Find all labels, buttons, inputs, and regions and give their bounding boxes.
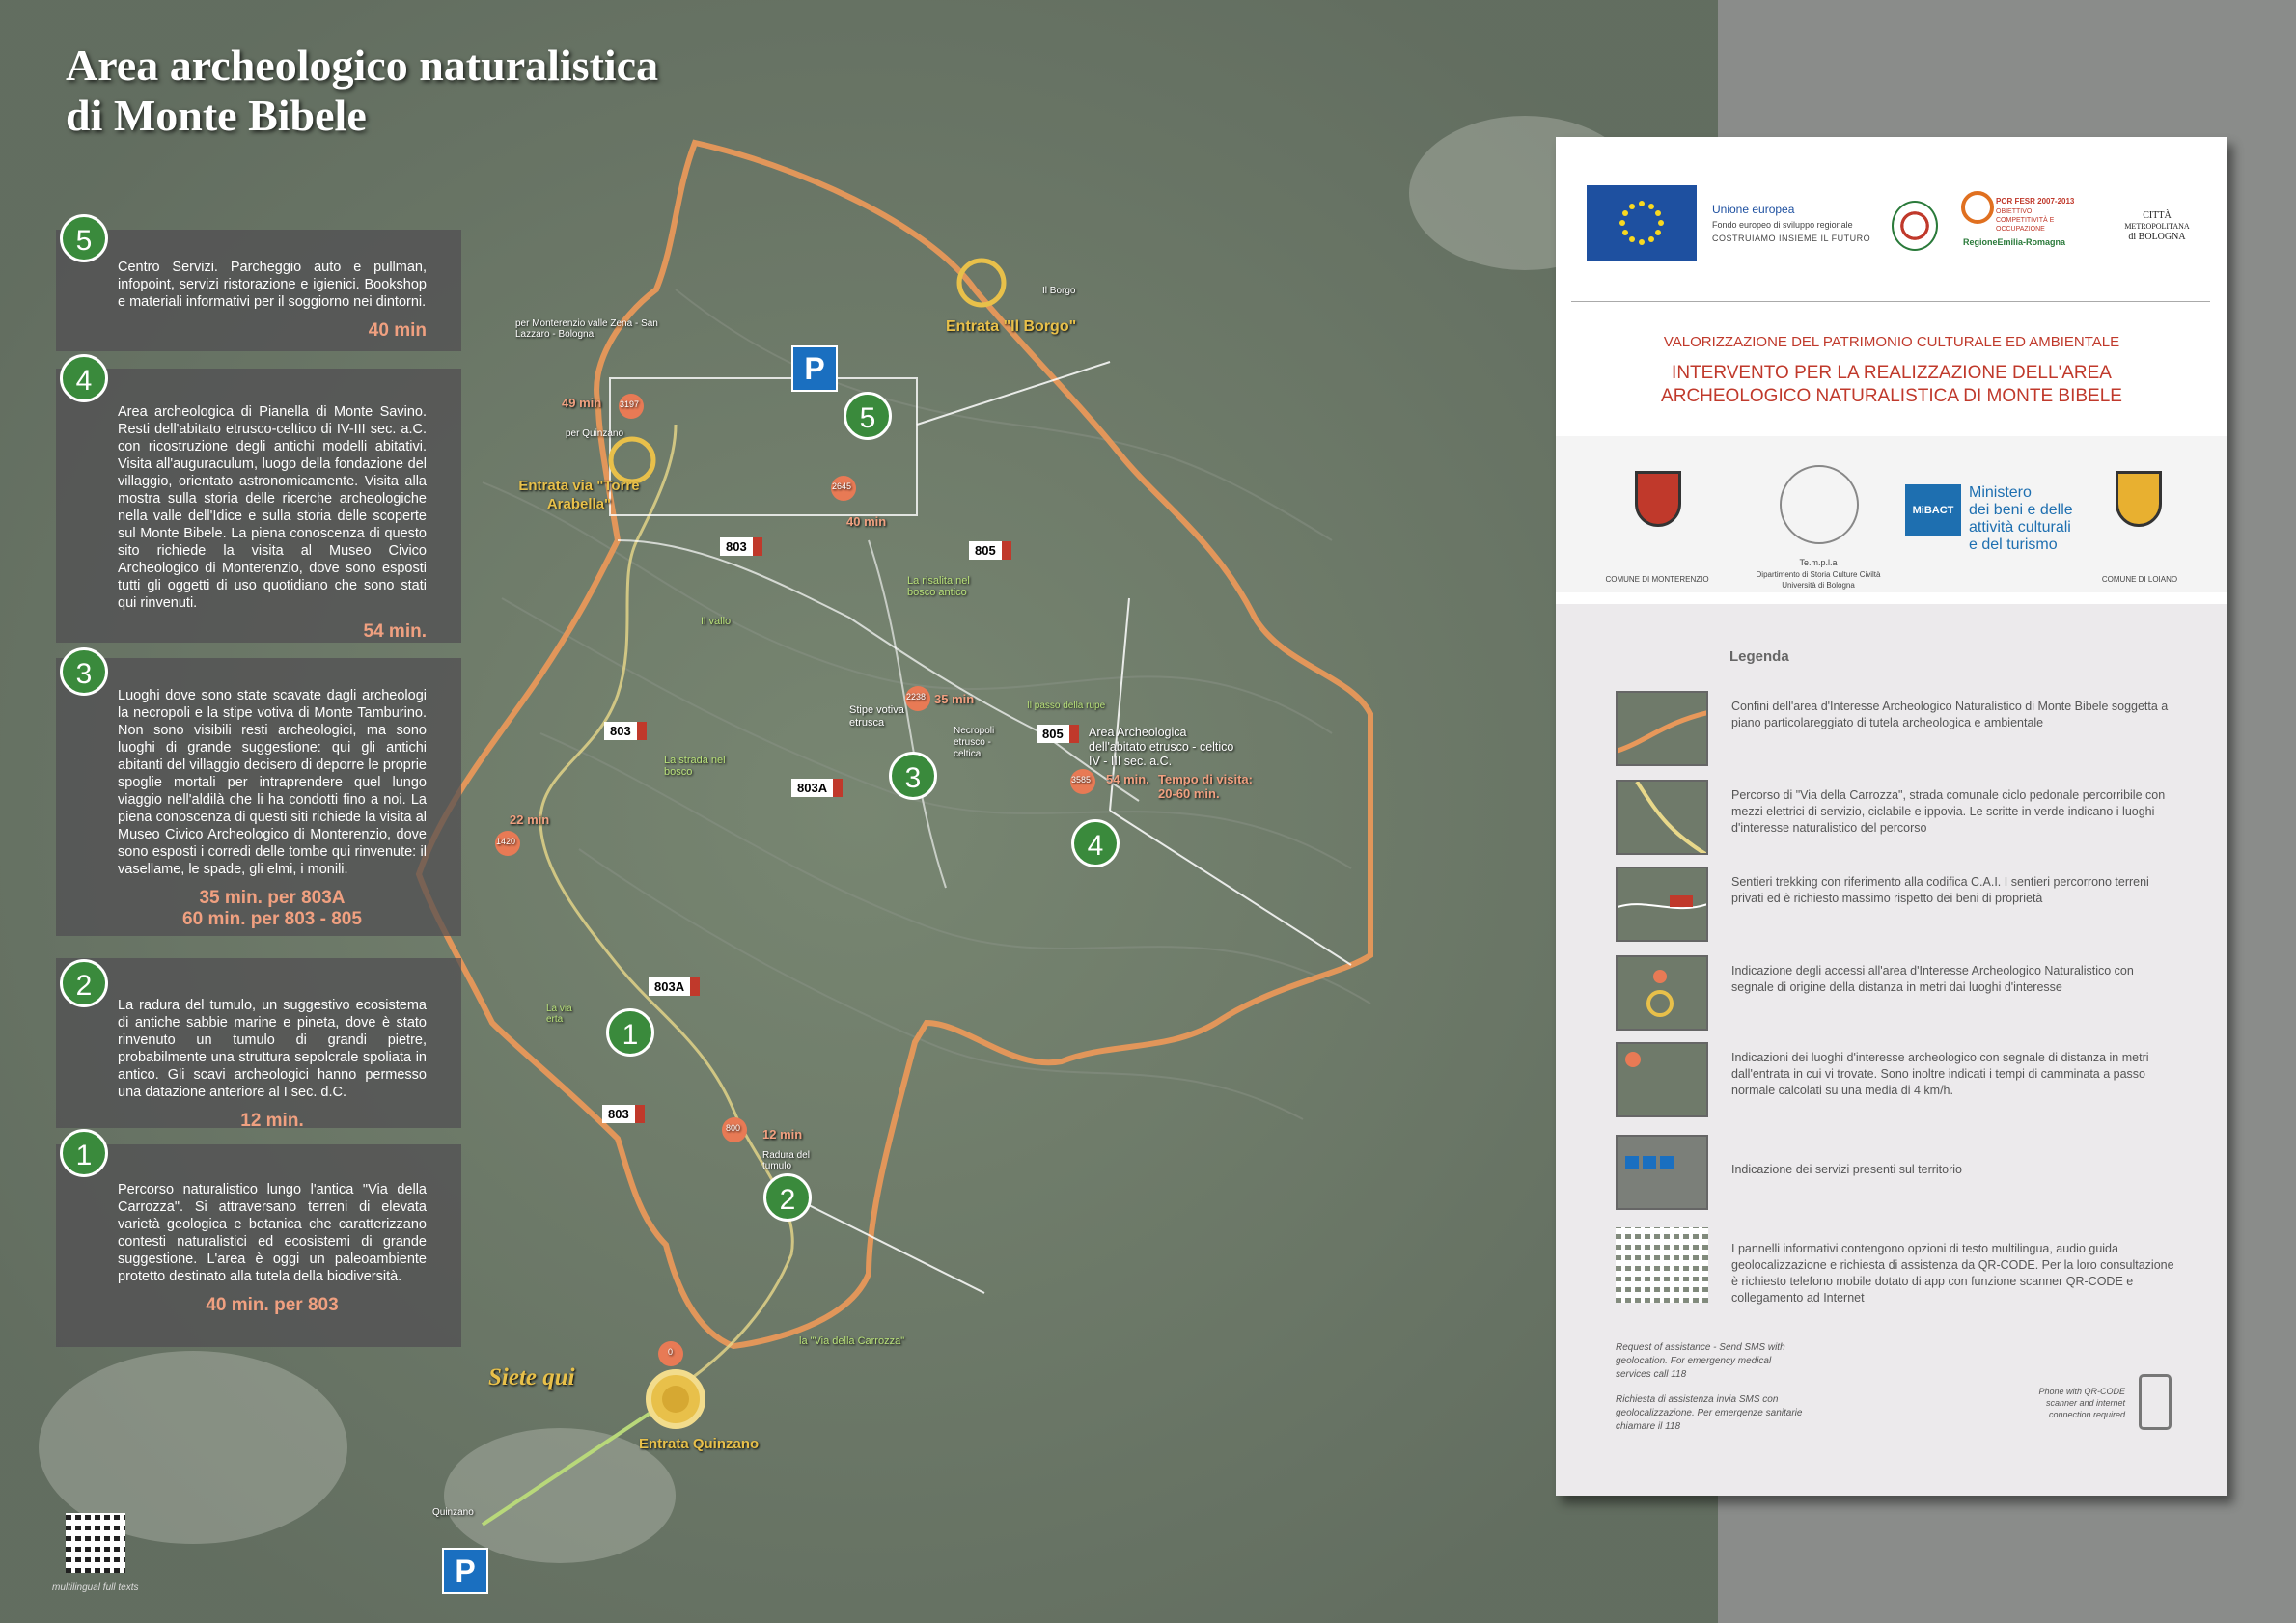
italy-emblem-icon [1892, 201, 1938, 251]
mibact-line1: Ministero [1969, 484, 2032, 501]
site-label-vallo: Il vallo [701, 616, 732, 627]
project-subtitle: VALORIZZAZIONE DEL PATRIMONIO CULTURALE ED AMBIENTALE [1663, 334, 2120, 350]
assist-it: Richiesta di assistenza invia SMS con geolocalizzazione. Per emergenze sanitarie chiamare il 118 [1616, 1394, 1803, 1432]
trail-tag: 805 [969, 541, 1011, 560]
tempia-sub: Dipartimento di Storia Culture Civiltà [1756, 570, 1881, 579]
distance-label: 2645 [832, 481, 852, 491]
time-label: 22 min [510, 812, 550, 827]
badge-2: 2 [60, 959, 108, 1007]
legend-text: Confini dell'area d'Interesse Archeologico Naturalistico di Monte Bibele soggetta a piano particolareggiato di tutela archeologica e ambientale [1731, 700, 2169, 729]
entrance-borgo-label: Entrata "Il Borgo" [946, 318, 1077, 335]
parking-icon-bottom: P [442, 1548, 488, 1594]
site-label-stipe: Stipe votiva etrusca [849, 704, 904, 729]
card-time: 40 min. per 803 [206, 1295, 339, 1315]
university-seal-icon [1780, 465, 1859, 544]
title-line-2: di Monte Bibele [66, 91, 367, 140]
site-label-radura: Radura del tumulo [762, 1150, 810, 1171]
distance-label: 2238 [906, 692, 927, 701]
card-time: 12 min. [240, 1111, 304, 1131]
site-label-via-erta: La via erta [546, 1004, 572, 1025]
card-2 [56, 958, 461, 1131]
card-text: Percorso naturalistico lungo l'antica "Via della Carrozza". Si attraversano terreni di elevata varietà geologica e botanica che caratterizzano contesti naturalistici ed ecosistemi di grande suggestione. L'area è oggi un paleoambiente protetto destinato alla tutela della biodiversità. [118, 1182, 427, 1284]
card-time: 54 min. [363, 621, 427, 642]
loiano-label: COMUNE DI LOIANO [2101, 575, 2178, 584]
distance-label: 3197 [620, 399, 640, 409]
map-title [66, 41, 658, 141]
distance-label: 1420 [496, 837, 516, 846]
badge-1: 1 [60, 1129, 108, 1177]
multilingual-label: multilingual full texts [52, 1582, 139, 1593]
trail-tag: 803 [720, 537, 762, 556]
distance-label: 0 [668, 1347, 674, 1357]
legend-text: Indicazione degli accessi all'area d'Interesse Archeologico Naturalistico con segnale di origine della distanza in metri dai luoghi d'interesse [1731, 964, 2134, 994]
distance-label: 800 [726, 1123, 741, 1133]
site-label-borgo: Il Borgo [1042, 286, 1076, 296]
eu-flag [1587, 185, 1697, 261]
site-label-monterenzio: per Monterenzio valle Zena - San Lazzaro - Bologna [515, 318, 658, 340]
legend-thumb-interest [1616, 1042, 1708, 1117]
card-text: Luoghi dove sono state scavate dagli archeologi la necropoli e la stipe votiva di Monte Tamburino. Non sono visibili resti archeologici, ma sono luoghi di grande suggestione: qui gli antichi abitanti del villaggio decisero di deporre le proprie spoglie mortali per intraprendere quel lungo viaggio nell'aldilà che li ha condotti fino a noi. La piena conoscenza di questi siti richiede la visita al Museo Civico Archeologico di Monterenzio, dove sono esposti i corredi delle tombe qui rinvenute: il vasellame, le spade, gli elmi, i monili. [118, 688, 427, 877]
legend-row-via-carrozza [1616, 780, 2175, 857]
legend-row-interest [1616, 1042, 2175, 1119]
legend-thumb-entrance [1616, 955, 1708, 1031]
site-label-quinzano-town: Quinzano [432, 1507, 474, 1518]
legend-text: Percorso di "Via della Carrozza", strada comunale ciclo pedonale percorribile con mezzi elettrici di servizio, ciclabile e ippovia. Le scritte in verde indicano i luoghi d'interesse naturalistico del percorso [1731, 788, 2166, 835]
tempia-label: Te.m.p.l.a [1799, 558, 1838, 567]
card-time: 40 min [368, 320, 427, 341]
monterenzio-crest-icon [1635, 471, 1681, 527]
citta-line2: METROPOLITANA [2124, 222, 2190, 231]
card-time: 35 min. per 803A [199, 888, 346, 908]
card-1 [56, 1144, 461, 1347]
mibact-line3: attività culturali [1969, 519, 2071, 536]
citta-line1: CITTÀ [2143, 210, 2172, 221]
legend-thumb-trails [1616, 867, 1708, 942]
card-3 [56, 658, 461, 936]
card-text: Area archeologica di Pianella di Monte Savino. Resti dell'abitato etrusco-celtico di IV-III sec. a.C. con ricostruzione degli antichi modelli abitativi. Visita all'auguraculum, luogo della fondazione del villaggio, orientato astronomicamente. Visita alla mostra sulla storia delle ricerche archeologiche nella valle dell'Idice e sulla storia delle scoperte sul Monte Bibele. La piena conoscenza di questo sito richiede la visita al Museo Civico Archeologico di Monterenzio, dove sono esposti tutti gli oggetti di uso quotidiano che sono stati qui rinvenuti. [118, 404, 427, 611]
trail-tag: 803A [649, 977, 700, 996]
mibact-line2: dei beni e delle [1969, 502, 2073, 518]
time-label: 54 min. [1106, 772, 1149, 786]
card-5 [56, 230, 461, 351]
map-badge-1[interactable]: 1 [606, 1008, 654, 1057]
loiano-crest-icon [2116, 471, 2162, 527]
badge-3: 3 [60, 647, 108, 696]
legend-text: Sentieri trekking con riferimento alla codifica C.A.I. I sentieri percorrono terreni privati ed è richiesto massimo rispetto dei beni di proprietà [1731, 875, 2149, 905]
site-label-quinzano-dir: per Quinzano [566, 428, 624, 439]
map-badge-3[interactable]: 3 [889, 752, 937, 800]
divider [1571, 301, 2210, 302]
map-badge-4[interactable]: 4 [1071, 819, 1120, 867]
badge-5: 5 [60, 214, 108, 262]
site-label-area-arch: Area Archeologica dell'abitato etrusco - celtico IV - III sec. a.C. [1089, 726, 1234, 768]
entrance-quinzano-label: Entrata Quinzano [639, 1436, 760, 1452]
citta-line3: di BOLOGNA [2128, 232, 2186, 242]
site-label-risalita: La risalita nel bosco antico [907, 575, 970, 598]
card-time-2: 60 min. per 803 - 805 [182, 909, 362, 929]
legend-text: Indicazioni dei luoghi d'interesse archeologico con segnale di distanza in metri dall'entrata in cui vi trovate. Sono inoltre indicati i tempi di camminata a passo normale calcolati su una media di 4 km/h. [1731, 1051, 2149, 1097]
distance-label: 3585 [1071, 775, 1092, 784]
trail-tag: 805 [1037, 725, 1079, 743]
mibact-abbr: MiBACT [1905, 484, 1961, 536]
siete-qui-label: Siete qui [488, 1364, 575, 1390]
qr-code-map[interactable] [66, 1513, 125, 1573]
legend-row-entrances [1616, 955, 2175, 1032]
tempia-sub2: Università di Bologna [1782, 581, 1855, 590]
project-title-1: INTERVENTO PER LA REALIZZAZIONE DELL'AREA [1672, 363, 2112, 383]
card-4 [56, 369, 461, 643]
legend-text: I pannelli informativi contengono opzioni di testo multilingua, audio guida geolocalizzazione e richiesta di assistenza da QR-CODE. Per la loro consultazione è richiesto telefono mobile dotato di app con funzione scanner QR-CODE e collegamento ad Internet [1731, 1242, 2174, 1305]
site-label-necropoli: Necropoli etrusco - celtica [954, 726, 995, 759]
por-line2: OBIETTIVO COMPETITIVITÀ E OCCUPAZIONE [1996, 208, 2055, 233]
trail-tag: 803 [604, 722, 647, 740]
mibact-line4: e del turismo [1969, 536, 2058, 553]
legend-row-services [1616, 1135, 2175, 1212]
eu-line3: COSTRUIAMO INSIEME IL FUTURO [1712, 234, 1871, 243]
eu-line2: Fondo europeo di sviluppo regionale [1712, 220, 1853, 230]
info-panel [1556, 137, 2227, 1496]
por-line3: RegioneEmilia-Romagna [1963, 237, 2066, 247]
time-label: 35 min [934, 692, 975, 706]
por-logo-icon [1961, 191, 1994, 224]
smartphone-icon [2139, 1374, 2172, 1430]
trail-tag: 803A [791, 779, 843, 797]
legend-row-qr [1616, 1227, 2175, 1305]
site-label-via-carrozza: la "Via della Carrozza" [799, 1335, 905, 1347]
monterenzio-label: COMUNE DI MONTERENZIO [1605, 575, 1709, 584]
eu-stars-icon [1587, 185, 1697, 261]
entrance-torre-label: Entrata via "Torre Arabella" [518, 478, 640, 512]
legend-title: Legenda [1729, 648, 1789, 665]
legend-thumb-boundary [1616, 691, 1708, 766]
map-badge-5[interactable]: 5 [844, 392, 892, 440]
legend-thumb-services [1616, 1135, 1708, 1210]
legend-thumb-carrozza [1616, 780, 1708, 855]
time-label: 49 min [562, 396, 602, 410]
visit-time-label: Tempo di visita: 20-60 min. [1158, 772, 1253, 801]
map-badge-2[interactable]: 2 [763, 1173, 812, 1222]
legend-row-trails [1616, 867, 2175, 944]
site-label-passo-rupe: Il passo della rupe [1027, 701, 1106, 711]
trail-tag: 803 [602, 1105, 645, 1123]
title-line-1: Area archeologico naturalistica [66, 41, 659, 90]
legend-qr-icon[interactable] [1616, 1227, 1708, 1303]
por-line1: POR FESR 2007-2013 [1996, 197, 2075, 206]
project-title-2: ARCHEOLOGICO NATURALISTICA DI MONTE BIBELE [1661, 386, 2122, 406]
time-label: 12 min [762, 1127, 803, 1142]
site-label-strada-bosco: La strada nel bosco [664, 755, 726, 778]
eu-title: Unione europea [1712, 203, 1795, 216]
badge-4: 4 [60, 354, 108, 402]
time-label: 40 min [846, 514, 887, 529]
legend-row-boundary [1616, 691, 2175, 768]
legend-text: Indicazione dei servizi presenti sul territorio [1731, 1163, 1962, 1176]
phone-note: Phone with QR-CODE scanner and internet connection required [2038, 1387, 2125, 1419]
card-text: Centro Servizi. Parcheggio auto e pullman, infopoint, servizi ristorazione e igienici. Bookshop e materiali informativi per il soggiorno nei dintorni. [118, 260, 427, 310]
assist-en: Request of assistance - Send SMS with geolocation. For emergency medical services call 118 [1616, 1342, 1785, 1380]
parking-icon-top: P [791, 345, 838, 392]
card-text: La radura del tumulo, un suggestivo ecosistema di antiche sabbie marine e pineta, dove è stato rinvenuto un tumulo di grandi pietre, probabilmente una struttura sepolcrale spoliata in antico. Gli scavi archeologici hanno permesso una datazione anteriore al I sec. d.C. [118, 998, 427, 1100]
